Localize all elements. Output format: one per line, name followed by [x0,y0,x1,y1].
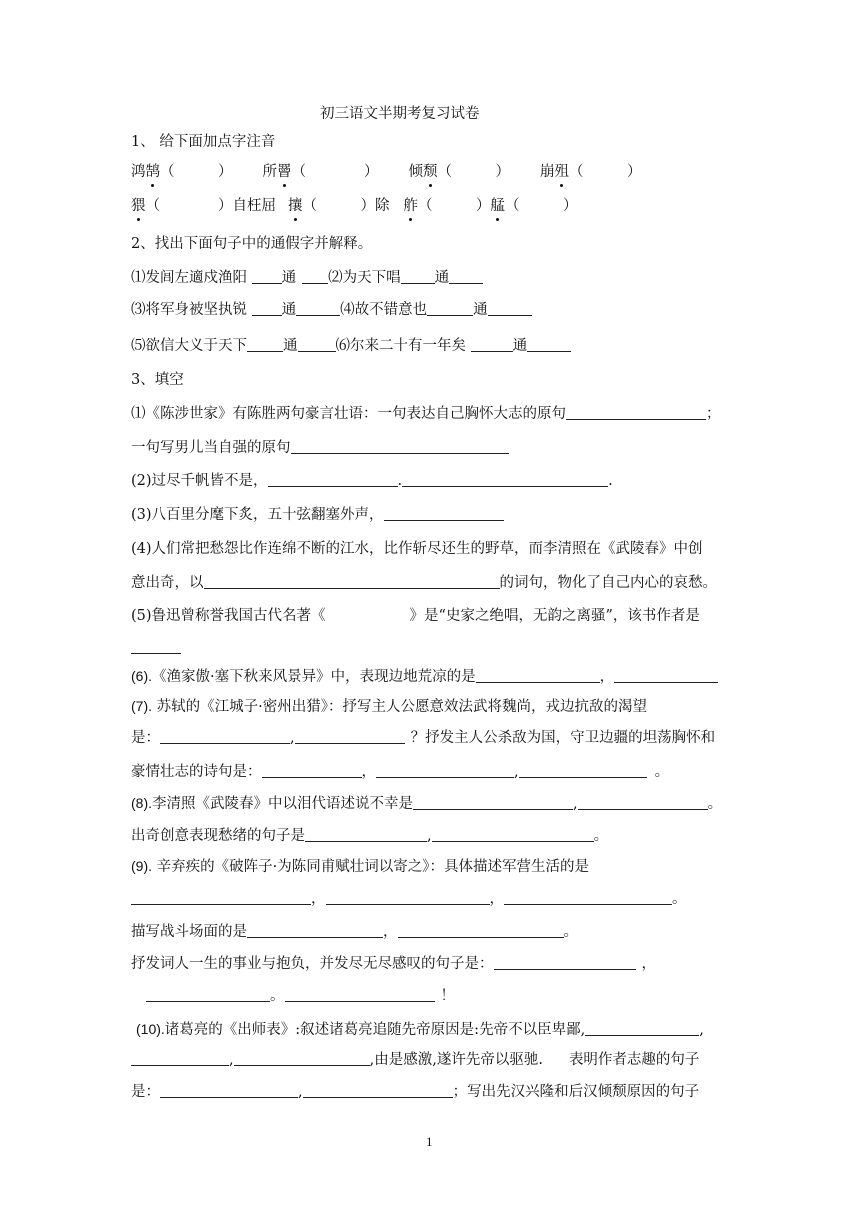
q2-line3 [131,336,571,356]
blank[interactable] [146,987,270,1002]
prompt: 辛弃疾的《破阵子·为陈同甫赋壮词以寄之》：具体描述军营生活的是 [156,859,589,875]
blank[interactable] [578,795,708,810]
sentence: ⑴发闾左適戍渔阳 [131,270,247,286]
sentence: ⑸欲信大义于天下 [131,338,247,354]
blank[interactable] [204,574,500,589]
char: 鸿 [131,164,146,180]
blank[interactable] [131,1051,229,1066]
blank[interactable] [476,668,600,683]
q3-item9-line1 [131,856,589,877]
prompt: 描写战斗场面的是 [131,924,247,940]
q3-item10-line3: 是： , ；写出先汉兴隆和后汉倾颓原因的句子 [131,1084,700,1100]
blank[interactable] [384,506,504,521]
q3-item10-line2: , ,由是感激,遂许先帝以驱驰. 表明作者志趣的句子 [131,1050,699,1070]
blank[interactable] [160,729,290,744]
tong-label: 通 [281,302,297,318]
blank[interactable] [305,827,427,842]
blank[interactable] [566,405,706,420]
q3-item3 [131,505,504,525]
blank[interactable] [295,729,405,744]
blank[interactable] [494,955,636,970]
prompt: 是： [131,730,160,746]
blank[interactable] [519,763,647,778]
answer-paren[interactable]: （ ） [437,164,510,180]
tong-label: 通 [473,302,488,318]
prompt: 豪情壮志的诗句是： [131,764,262,780]
char: 所 [262,164,277,180]
prompt: (5)鲁迅曾称誉我国古代名著《 [131,608,326,624]
tong-label: 通 [281,270,297,286]
prompt: (3)八百里分麾下炙，五十弦翻塞外声， [131,507,384,523]
sentence: ⑹尔来二十有一年矣 [335,338,466,354]
prompt: ⑴《陈涉世家》有陈胜两句豪言壮语：一句表达自己胸怀大志的原句 [131,406,566,422]
blank[interactable] [471,337,513,352]
q3-item1-line1: ⑴《陈涉世家》有陈胜两句豪言壮语：一句表达自己胸怀大志的原句 ； [131,406,721,422]
prompt: 一句写男儿当自强的原句 [131,440,291,456]
blank[interactable] [252,269,282,284]
blank[interactable] [131,890,311,905]
answer-paren[interactable]: （ ） [160,164,233,180]
blank[interactable] [402,472,608,487]
blank[interactable] [302,269,328,284]
sentence: ⑶将军身被坚执锐 [131,302,247,318]
q3-item8-line1: (8).李清照《武陵春》中以泪代语述说不幸是 , 。 [131,795,723,812]
blank[interactable] [504,890,672,905]
q3-item8-line2: 出奇创意表现愁绪的句子是 , 。 [131,828,609,844]
q2-heading: 2、找出下面句子中的通假字并解释。 [131,236,373,252]
q3-item7-line2: 是： , ？抒发主人公杀敌为国，守卫边疆的坦荡胸怀和 [131,730,716,746]
answer-paren[interactable]: （ ） [418,198,491,214]
sentence: ⑵为天下唱 [328,270,401,286]
answer-paren[interactable]: （ ） [291,164,379,180]
prompt: ,由是感激,遂许先帝以驱驰. [369,1052,543,1068]
item-number: (9). [131,858,152,874]
q1-row1 [131,162,642,182]
prompt: 表明作者志趣的句子 [568,1052,700,1068]
sentence: ⑷故不错意也 [340,302,428,318]
prompt: ；写出先汉兴隆和后汉倾颓原因的句子 [452,1084,700,1100]
blank[interactable] [262,763,362,778]
item-number: (7). [131,698,152,714]
dotted-char: 颓 [423,164,438,180]
blank[interactable] [398,923,564,938]
blank[interactable] [285,987,435,1002]
q3-heading: 3、填空 [131,372,184,388]
blank[interactable] [303,1083,453,1098]
tong-label: 通 [434,270,450,286]
blank[interactable] [326,890,490,905]
answer-paren[interactable]: （ ） [505,198,578,214]
q3-item9-line2: ， ， 。 [131,889,687,909]
prompt: 》是“史家之绝唱，无韵之离骚”，该书作者是 [409,608,700,624]
prompt: (2)过尽千帆皆不是， [131,473,268,489]
q3-item1-line2 [131,438,509,458]
phrase: 除 [375,198,390,214]
answer-paren[interactable]: （ ） [145,198,233,214]
q1-heading: 1、 给下面加点字注音 [131,134,276,150]
dotted-char: 艋 [490,198,505,214]
q3-item5-line2 [131,638,181,658]
blank[interactable] [427,301,473,316]
q3-item5-line1 [131,606,700,626]
prompt: 出奇创意表现愁绪的句子是 [131,828,305,844]
prompt: 苏轼的《江城子·密州出猎》：抒写主人公愿意效法武将魏尚，戎边抗敌的渴望 [156,699,647,715]
blank[interactable] [449,269,483,284]
answer-paren[interactable]: （ ） [569,164,642,180]
prompt: 抒发词人一生的事业与抱负，并发尽无尽感叹的句子是： [131,956,494,972]
tong-label: 通 [512,338,528,354]
blank[interactable] [585,1021,699,1036]
char: 倾 [408,164,423,180]
blank[interactable] [376,763,514,778]
q2-line1 [131,268,483,288]
q3-item2: (2)过尽千帆皆不是， . . [131,473,613,489]
q1-row2 [131,196,578,216]
item-number: (8). [131,795,152,811]
blank[interactable] [614,668,718,683]
prompt: ？抒发主人公杀敌为国，守卫边疆的坦荡胸怀和 [410,730,716,746]
blank[interactable] [268,472,398,487]
q3-item7-line1 [131,696,647,717]
char: 崩 [540,164,555,180]
prompt: 的词句，物化了自己内心的哀愁。 [499,575,717,591]
dotted-char: 猥 [131,198,146,214]
q3-item9-line5: 。 ！ [146,986,455,1006]
dotted-char: 鹄 [145,164,160,180]
tong-label: 通 [283,338,298,354]
blank[interactable] [298,337,336,352]
prompt: 《渔家傲·塞下秋来风景异》中，表现边地荒凉的是 [152,669,476,685]
page-title: 初三语文半期考复习试卷 [320,106,480,122]
blank[interactable] [527,337,571,352]
q3-item4-line2 [131,573,717,593]
blank[interactable] [247,923,383,938]
q3-item9-line3: 描写战斗场面的是 ， 。 [131,924,578,940]
item-number: (6). [131,668,152,684]
dotted-char: 殂 [554,164,569,180]
prompt: 意出奇，以 [131,575,204,591]
blank[interactable] [160,1083,298,1098]
prompt: 诸葛亮的《出师表》:叙述诸葛亮追随先帝原因是:先帝不以臣卑鄙, [164,1022,586,1038]
blank[interactable] [432,827,594,842]
blank[interactable] [291,439,509,454]
blank[interactable] [413,795,573,810]
blank[interactable] [247,337,283,352]
prompt: 李清照《武陵春》中以泪代语述说不幸是 [152,796,413,812]
item-number: (10). [136,1021,165,1037]
dotted-char: 攘 [288,198,303,214]
dotted-char: 罾 [277,164,292,180]
page-number: 1 [426,1134,433,1149]
blank[interactable] [131,639,181,654]
q3-item6: (6).《渔家傲·塞下秋来风景异》中，表现边地荒凉的是 ， [131,666,718,687]
q2-line2 [131,300,532,320]
q3-item10-line1: (10).诸葛亮的《出师表》:叙述诸葛亮追随先帝原因是:先帝不以臣卑鄙, , [136,1021,704,1038]
phrase: 自枉屈 [232,198,276,214]
blank[interactable] [401,269,435,284]
dotted-char: 舴 [403,198,418,214]
answer-paren[interactable]: （ ） [302,198,375,214]
blank[interactable] [252,301,282,316]
q3-item7-line3: 豪情壮志的诗句是： ， , 。 [131,764,670,780]
blank[interactable] [488,301,532,316]
blank[interactable] [296,301,340,316]
prompt: 是： [131,1084,160,1100]
blank[interactable] [234,1051,370,1066]
q3-item9-line4: 抒发词人一生的事业与抱负，并发尽无尽感叹的句子是： ， [131,956,656,972]
q3-item4-line1: (4)人们常把愁怨比作连绵不断的江水，比作斩尽还生的野草，而李清照在《武陵春》中创 [131,541,703,557]
